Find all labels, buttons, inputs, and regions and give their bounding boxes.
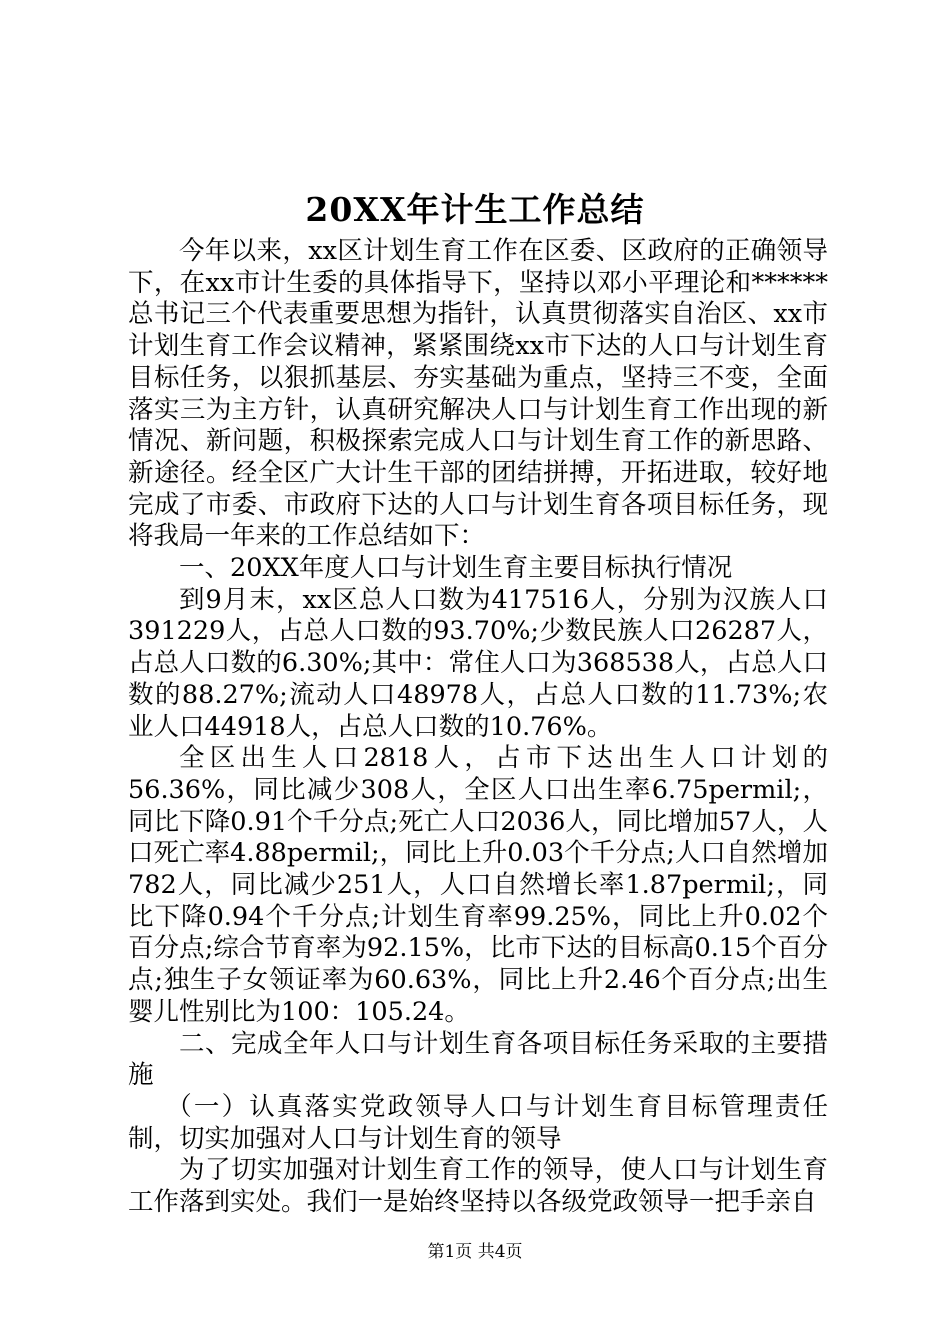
paragraph-intro: 今年以来，xx区计划生育工作在区委、区政府的正确领导下，在xx市计生委的具体指导下，坚持以邓小平理论和******总书记三个代表重要思想为指针，认真贯彻落实自治区、xx市计划生育工作会议精神，紧紧围绕xx市下达的人口与计划生育目标任务，以狠抓基层、夯实基础为重点，坚持三不变，全面落实三为主方针，认真研究解决人口与计划生育工作出现的新情况、新问题，积极探索完成人口与计划生育工作的新思路、新途径。经全区广大计生干部的团结拼搏，开拓进取，较好地完成了市委、市政府下达的人口与计划生育各项目标任务，现将我局一年来的工作总结如下： (128, 236, 828, 552)
page-footer: 第1页 共4页 (427, 1242, 523, 1262)
heading-section-1: 一、20XX年度人口与计划生育主要目标执行情况 (179, 553, 733, 584)
document-body (128, 236, 828, 1219)
paragraph-population: 到9月末，xx区总人口数为417516人，分别为汉族人口391229人，占总人口数的93.70%;少数民族人口26287人，占总人口数的6.30%;其中：常住人口为368538人，占总人口数的88.27%;流动人口48978人，占总人口数的11.73%;农业人口44918人，占总人口数的10.76%。 (128, 584, 828, 742)
heading-subsection-1: （一）认真落实党政领导人口与计划生育目标管理责任制，切实加强对人口与计划生育的领导 (128, 1091, 828, 1154)
document-title: 20XX年计生工作总结 (305, 190, 645, 229)
paragraph-births: 全区出生人口2818人，占市下达出生人口计划的56.36%，同比减少308人，全区人口出生率6.75permil;，同比下降0.91个千分点;死亡人口2036人，同比增加57人，人口死亡率4.88permil;，同比上升0.03个千分点;人口自然增加782人，同比减少251人，人口自然增长率1.87permil;，同比下降0.94个千分点;计划生育率99.25%，同比上升0.02个百分点;综合节育率为92.15%，比市下达的目标高0.15个百分点;独生子女领证率为60.63%，同比上升2.46个百分点;出生婴儿性别比为100：105.24。 (128, 743, 828, 1027)
heading-section-2: 二、完成全年人口与计划生育各项目标任务采取的主要措施 (128, 1028, 828, 1091)
paragraph-leadership: 为了切实加强对计划生育工作的领导，使人口与计划生育工作落到实处。我们一是始终坚持以各级党政领导一把手亲自 (128, 1155, 828, 1218)
